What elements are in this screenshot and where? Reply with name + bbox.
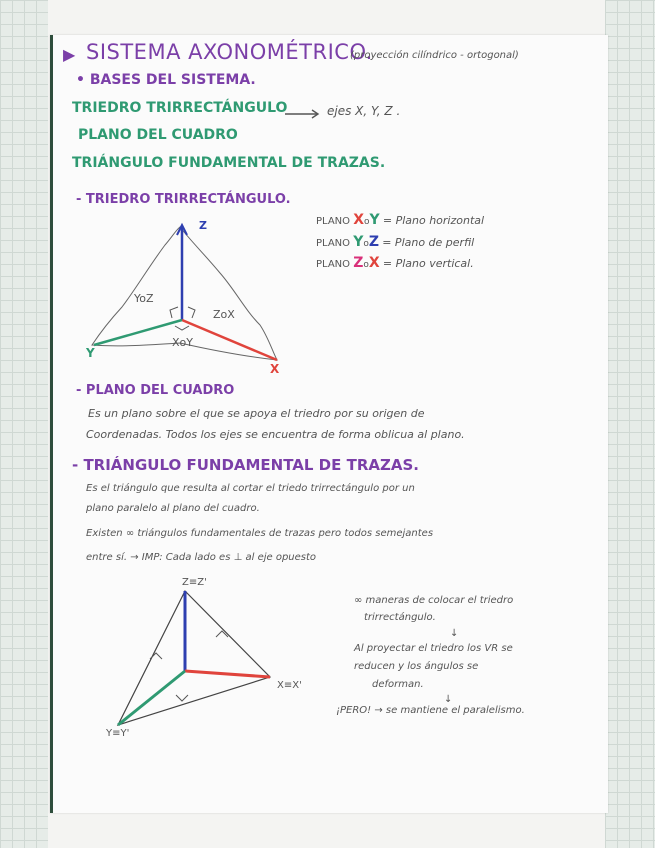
triedro-label-x: X [270,362,280,376]
base-item-triedro-note: ejes X, Y, Z . [327,104,401,118]
triedro-heading: - TRIEDRO TRIRRECTÁNGULO. [76,192,291,207]
side-note-1: ∞ maneras de colocar el triedro [354,595,514,606]
plane-prefix: PLANO [316,238,351,249]
triangulo-line1: Es el triángulo que resulta al cortar el triedo trirrectángulo por un [86,483,415,494]
triangulo-label-x: X≡X' [277,680,302,691]
plano-cuadro-line2: Coordenadas. Todos los ejes se encuentra de forma oblicua al plano. [86,428,465,441]
background-left [0,0,48,848]
triedro-label-z: Z [199,219,207,232]
arrow-right-icon [283,108,323,120]
plano-cuadro-line1: Es un plano sobre el que se apoya el triedro por su origen de [88,407,425,420]
plane-axis-b: X [368,255,380,271]
plane-def-horizontal [316,212,484,228]
bases-heading: • BASES DEL SISTEMA. [76,72,256,88]
plane-desc: = Plano horizontal [382,214,485,227]
triangulo-label-z: Z≡Z' [182,577,207,588]
triangulo-diagram [110,585,285,730]
triangulo-line3: Existen ∞ triángulos fundamentales de trazas pero todos semejantes [86,528,434,539]
plane-axis-o: o [363,260,369,270]
side-note-3: Al proyectar el triedro los VR se [354,643,513,654]
triedro-label-y: Y [86,346,95,360]
plane-axis-o: o [363,239,369,249]
triangulo-heading: - TRIÁNGULO FUNDAMENTAL DE TRAZAS. [72,456,419,474]
side-note-2: trirrectángulo. [364,612,436,623]
triangulo-line4: entre sí. → IMP: Cada lado es ⊥ al eje opuesto [86,552,317,563]
triedro-diagram [80,215,290,380]
base-item-triangulo: TRIÁNGULO FUNDAMENTAL DE TRAZAS. [72,155,386,171]
base-item-triedro: TRIEDRO TRIRRECTÁNGULO [72,100,288,116]
side-note-6: ¡PERO! → se mantiene el paralelismo. [336,705,525,716]
page-title: SISTEMA AXONOMÉTRICO. [86,40,373,64]
plane-axis-b: Y [369,212,380,228]
triedro-label-yoz: YoZ [134,292,154,305]
plane-axis-a: Y [353,234,364,250]
side-note-arrow-2: ↓ [444,694,453,705]
plane-axis-o: o [364,217,370,227]
title-note: (proyección cilíndrico - ortogonal) [350,50,519,61]
title-bullet: ▶ [63,47,76,64]
plane-desc: = Plano vertical. [382,257,474,270]
plane-prefix: PLANO [316,216,351,227]
side-note-5: deforman. [372,679,424,690]
background-right [605,0,655,848]
side-note-4: reducen y los ángulos se [354,661,479,672]
plane-axis-a: Z [353,255,364,271]
side-note-arrow-1: ↓ [450,628,459,639]
base-item-plano: PLANO DEL CUADRO [78,127,238,143]
plano-cuadro-heading: - PLANO DEL CUADRO [76,383,235,398]
plane-desc: = Plano de perfil [382,236,475,249]
triedro-label-zox: ZoX [213,308,235,321]
plane-axis-b: Z [368,234,380,250]
triangulo-line2: plano paralelo al plano del cuadro. [86,503,260,514]
triangulo-label-y: Y≡Y' [106,728,130,739]
plane-def-vertical [316,255,474,271]
plane-def-perfil [316,234,474,250]
plane-prefix: PLANO [316,259,351,270]
triedro-label-xoy: XoY [172,336,193,349]
plane-axis-a: X [353,212,365,228]
